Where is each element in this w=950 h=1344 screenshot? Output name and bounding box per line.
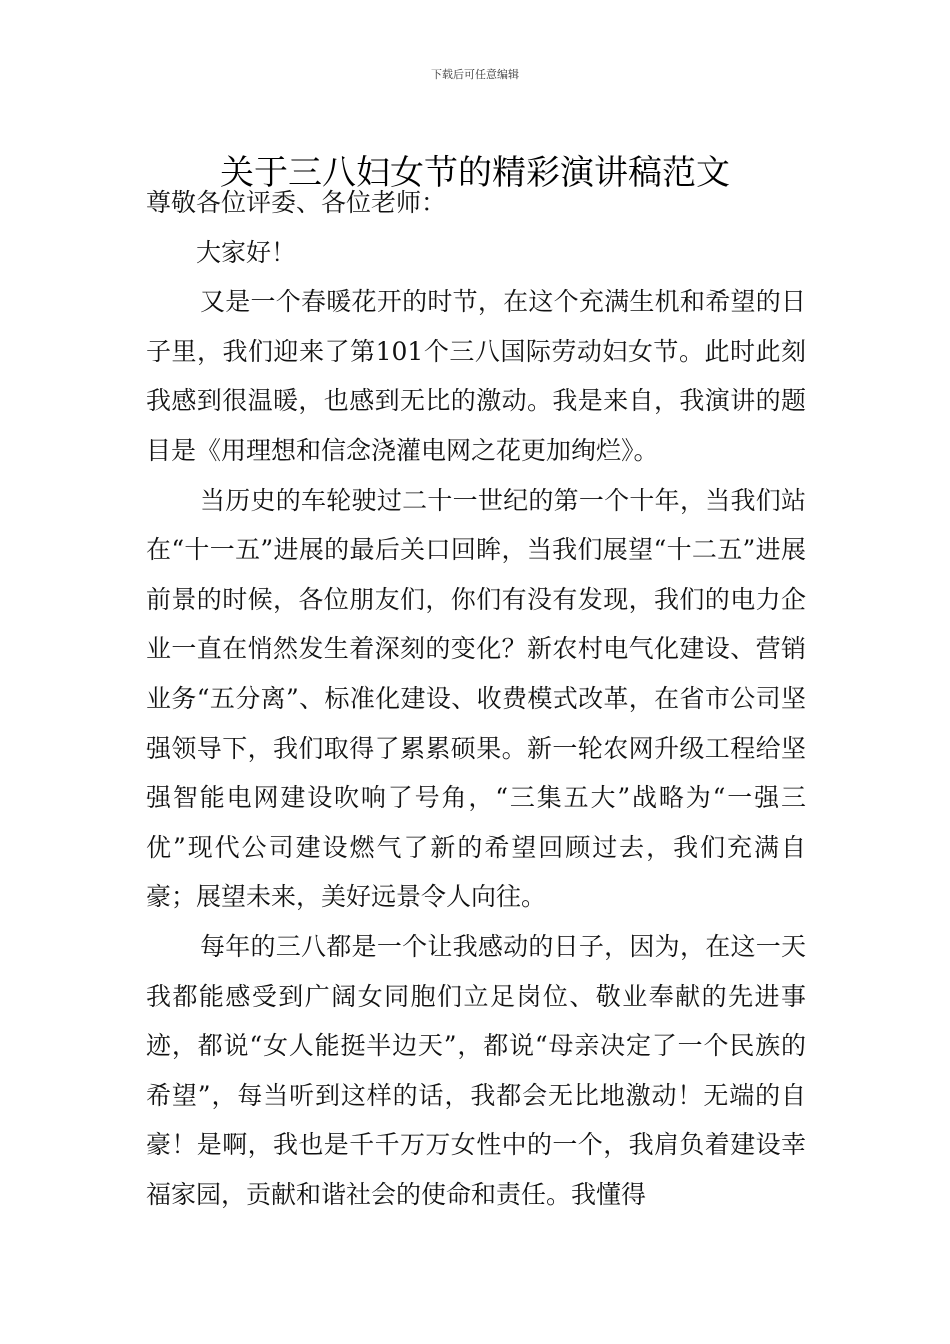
paragraph-3: 每年的三八都是一个让我感动的日子，因为，在这一天我都能感受到广阔女同胞们立足岗位、敬业奉献的先进事迹，都说“女人能挺半边天”，都说“母亲决定了一个民族的希望”，每当听到这样的话，我都会无比地激动！无端的自豪！是啊，我也是千千万万女性中的一个，我肩负着建设幸福家园，贡献和谐社会的使命和责任。我懂得 [146,931,806,1209]
header-note: 下载后可任意编辑 [431,68,519,81]
document-body [146,178,806,1219]
document-title: 关于三八妇女节的精彩演讲稿范文 [220,152,730,193]
salutation: 尊敬各位评委、各位老师： [146,188,447,217]
greeting: 大家好！ [196,237,297,267]
paragraph-2: 当历史的车轮驶过二十一世纪的第一个十年，当我们站在“十一五”进展的最后关口回眸，当我们展望“十二五”进展前景的时候，各位朋友们，你们有没有发现，我们的电力企业一直在悄然发生着深刻的变化？新农村电气化建设、营销业务“五分离”、标准化建设、收费模式改革，在省市公司坚强领导下，我们取得了累累硕果。新一轮农网升级工程给坚强智能电网建设吹响了号角，“三集五大”战略为“一强三优”现代公司建设燃气了新的希望回顾过去，我们充满自豪；展望未来，美好远景令人向往。 [146,485,806,912]
paragraph-1: 又是一个春暖花开的时节，在这个充满生机和希望的日子里，我们迎来了第101个三八国际劳动妇女节。此时此刻我感到很温暖，也感到无比的激动。我是来自，我演讲的题目是《用理想和信念浇灌电网之花更加绚烂》。 [146,287,806,465]
